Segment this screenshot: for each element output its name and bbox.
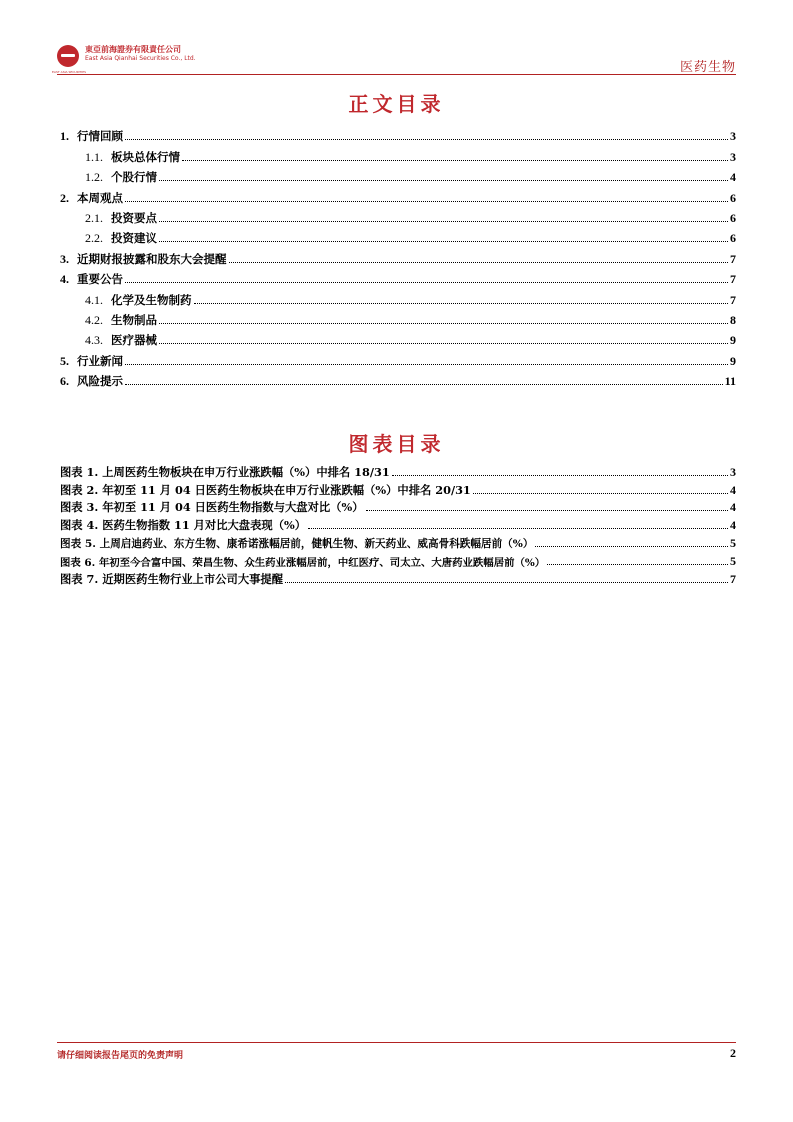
toc-row[interactable]: 1.1. 板块总体行情 3 — [85, 149, 736, 164]
figure-label: 图表 5. 上周启迪药业、东方生物、康希诺涨幅居前，健帆生物、新天药业、威高骨科跌幅居前（%） — [60, 537, 534, 550]
toc-label: 本周观点 — [77, 190, 124, 205]
toc-page: 7 — [730, 272, 736, 287]
toc-label: 化学及生物制药 — [111, 292, 192, 307]
figure-page: 5 — [730, 535, 736, 550]
figures-toc-title: 图表目录 — [348, 432, 445, 456]
figure-page: 3 — [730, 464, 736, 479]
toc-label: 近期财报披露和股东大会提醒 — [77, 251, 227, 266]
toc-page: 9 — [730, 333, 736, 348]
footer-divider — [57, 1042, 736, 1043]
toc-row[interactable]: 4.3. 医疗器械 9 — [85, 333, 736, 348]
toc-label: 个股行情 — [111, 170, 158, 185]
toc-label: 医疗器械 — [111, 333, 158, 348]
toc-label: 板块总体行情 — [111, 149, 181, 164]
page-number: 2 — [730, 1046, 736, 1060]
toc-page: 7 — [730, 251, 736, 266]
toc-label: 生物制品 — [111, 312, 158, 327]
toc-row[interactable]: 2.2. 投资建议 6 — [85, 231, 736, 246]
logo-chinese-name: 東亞前海證券有限責任公司 — [85, 45, 181, 54]
figure-row[interactable] — [60, 569, 736, 587]
figure-label: 图表 1. 上周医药生物板块在申万行业涨跌幅（%）中排名 18/31 — [60, 464, 390, 479]
figure-label: 图表 4. 医药生物指数 11 月对比大盘表现（%） — [60, 518, 307, 533]
toc-title: 正文目录 — [348, 92, 445, 116]
figure-row[interactable] — [60, 462, 736, 480]
logo-english-name: East Asia Qianhai Securities Co., Ltd. — [85, 55, 196, 62]
logo-mark-icon — [57, 45, 79, 67]
page-header — [52, 40, 736, 76]
page-footer — [57, 1042, 736, 1061]
figure-label: 图表 2. 年初至 11 月 04 日医药生物板块在申万行业涨跌幅（%）中排名 20/31 — [60, 482, 471, 497]
toc-row[interactable]: 6. 风险提示 11 — [60, 374, 736, 389]
figure-page: 7 — [730, 571, 736, 586]
figure-page: 4 — [730, 518, 736, 533]
toc-row[interactable]: 2. 本周观点 6 — [60, 190, 736, 205]
figure-page: 4 — [730, 500, 736, 515]
header-divider — [57, 74, 736, 75]
company-logo — [52, 45, 196, 74]
toc-row[interactable]: 4.1. 化学及生物制药 7 — [85, 292, 736, 307]
toc-page: 6 — [730, 231, 736, 246]
figure-label: 图表 7. 近期医药生物行业上市公司大事提醒 — [60, 571, 284, 586]
header-section-name: 医药生物 — [679, 60, 736, 75]
toc-label: 重要公告 — [77, 272, 124, 287]
toc-label: 风险提示 — [77, 374, 124, 389]
toc-row[interactable]: 5. 行业新闻 9 — [60, 353, 736, 368]
figure-row[interactable] — [60, 515, 736, 533]
figure-label: 图表 6. 年初至今合富中国、荣昌生物、众生药业涨幅居前，中红医疗、司太立、大唐药业跌幅居前（%） — [60, 556, 546, 569]
figure-row[interactable] — [60, 533, 736, 551]
figure-row[interactable] — [60, 498, 736, 516]
table-of-contents — [60, 124, 736, 389]
toc-label: 投资要点 — [111, 210, 158, 225]
logo-tagline: EAST ASIA SECURITIES — [52, 70, 87, 74]
toc-page: 3 — [730, 149, 736, 164]
toc-page: 4 — [730, 170, 736, 185]
figure-row[interactable] — [60, 551, 736, 569]
toc-page: 8 — [730, 312, 736, 327]
figure-page: 4 — [730, 482, 736, 497]
figure-page: 5 — [730, 553, 736, 568]
footer-disclaimer: 请仔细阅读报告尾页的免责声明 — [57, 1051, 184, 1061]
toc-row[interactable]: 2.1. 投资要点 6 — [85, 210, 736, 225]
toc-row[interactable]: 4.2. 生物制品 8 — [85, 312, 736, 327]
toc-page: 11 — [724, 374, 736, 389]
toc-page: 9 — [730, 353, 736, 368]
toc-page: 7 — [730, 292, 736, 307]
toc-label: 投资建议 — [111, 231, 158, 246]
toc-label: 行业新闻 — [77, 353, 124, 368]
toc-row[interactable]: 3. 近期财报披露和股东大会提醒 7 — [60, 251, 736, 266]
toc-page: 6 — [730, 210, 736, 225]
toc-row[interactable]: 4. 重要公告 7 — [60, 272, 736, 287]
figure-label: 图表 3. 年初至 11 月 04 日医药生物指数与大盘对比（%） — [60, 500, 364, 515]
figure-row[interactable] — [60, 480, 736, 498]
toc-page: 6 — [730, 190, 736, 205]
toc-row[interactable]: 1.2. 个股行情 4 — [85, 170, 736, 185]
list-of-figures — [60, 462, 736, 587]
toc-row[interactable]: 1. 行情回顾 3 — [60, 129, 736, 144]
toc-label: 行情回顾 — [77, 129, 124, 144]
toc-page: 3 — [730, 129, 736, 144]
